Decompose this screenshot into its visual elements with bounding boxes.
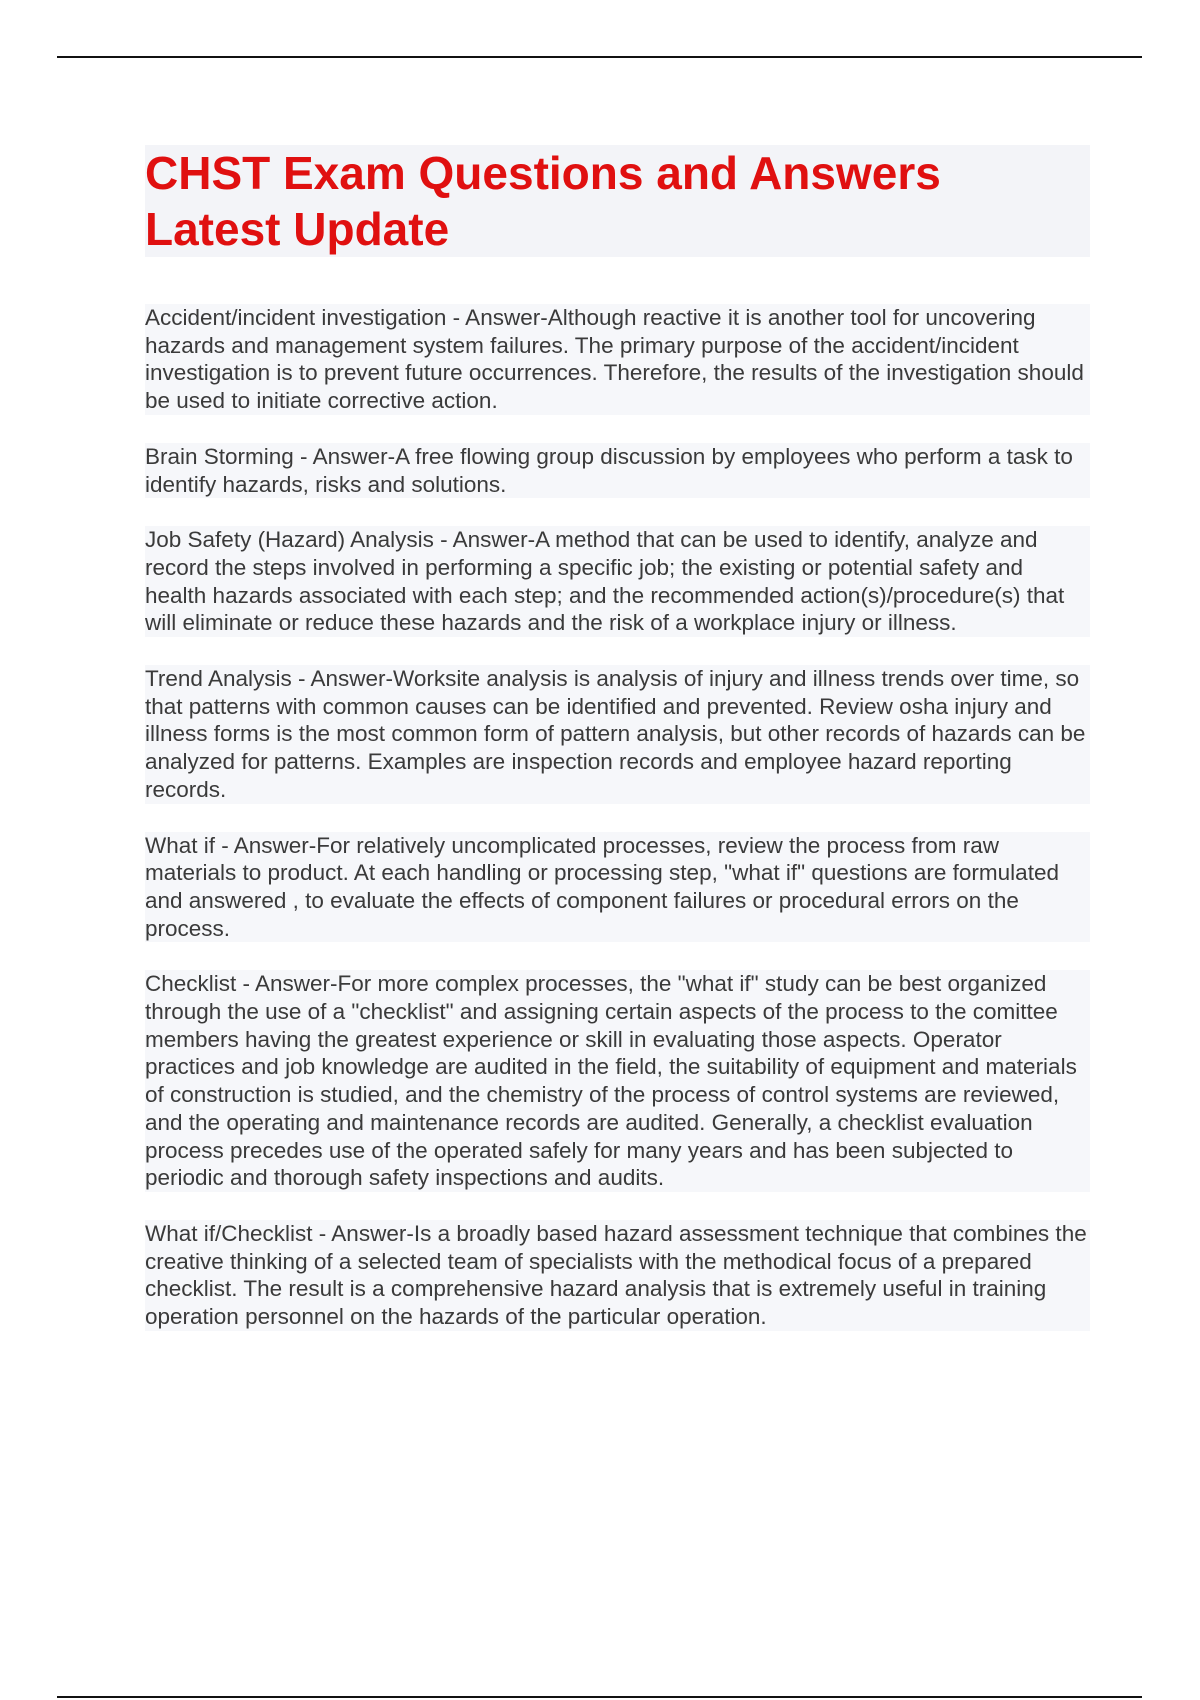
qa-item: Job Safety (Hazard) Analysis - Answer-A method that can be used to identify, analyze and record the steps involved in performing a specific job; the existing or potential safety and health hazards associated with each step; and the recommended action(s)/procedure(s) that will eliminate or reduce these hazards and the risk of a workplace injury or illness. (145, 526, 1090, 637)
document-content (145, 145, 1090, 1331)
top-rule (57, 56, 1142, 58)
bottom-rule (57, 1696, 1142, 1698)
qa-item: Accident/incident investigation - Answer-Although reactive it is another tool for uncovering hazards and management system failures. The primary purpose of the accident/incident investigation is to prevent future occurrences. Therefore, the results of the investigation should be used to initiate corrective action. (145, 304, 1090, 415)
qa-item: What if - Answer-For relatively uncomplicated processes, review the process from raw materials to product. At each handling or processing step, "what if" questions are formulated and answered , to evaluate the effects of component failures or procedural errors on the process. (145, 832, 1090, 943)
qa-list (145, 304, 1090, 1331)
title-line-1: CHST Exam Questions and Answers (145, 147, 941, 199)
qa-item: Checklist - Answer-For more complex processes, the "what if" study can be best organized through the use of a "checklist" and assigning certain aspects of the process to the comittee members having the greatest experience or skill in evaluating those aspects. Operator practices and job knowledge are audited in the field, the suitability of equipment and materials of construction is studied, and the chemistry of the process of control systems are reviewed, and the operating and maintenance records are audited. Generally, a checklist evaluation process precedes use of the operated safely for many years and has been subjected to periodic and thorough safety inspections and audits. (145, 970, 1090, 1192)
document-title (145, 145, 1086, 257)
qa-item: What if/Checklist - Answer-Is a broadly based hazard assessment technique that combines the creative thinking of a selected team of specialists with the methodical focus of a prepared checklist. The result is a comprehensive hazard analysis that is extremely useful in training operation personnel on the hazards of the particular operation. (145, 1220, 1090, 1331)
qa-item: Trend Analysis - Answer-Worksite analysis is analysis of injury and illness trends over time, so that patterns with common causes can be identified and prevented. Review osha injury and illness forms is the most common form of pattern analysis, but other records of hazards can be analyzed for patterns. Examples are inspection records and employee hazard reporting records. (145, 665, 1090, 804)
title-line-2: Latest Update (145, 203, 450, 255)
title-block (145, 145, 1090, 257)
qa-item: Brain Storming - Answer-A free flowing group discussion by employees who perform a task to identify hazards, risks and solutions. (145, 443, 1090, 498)
